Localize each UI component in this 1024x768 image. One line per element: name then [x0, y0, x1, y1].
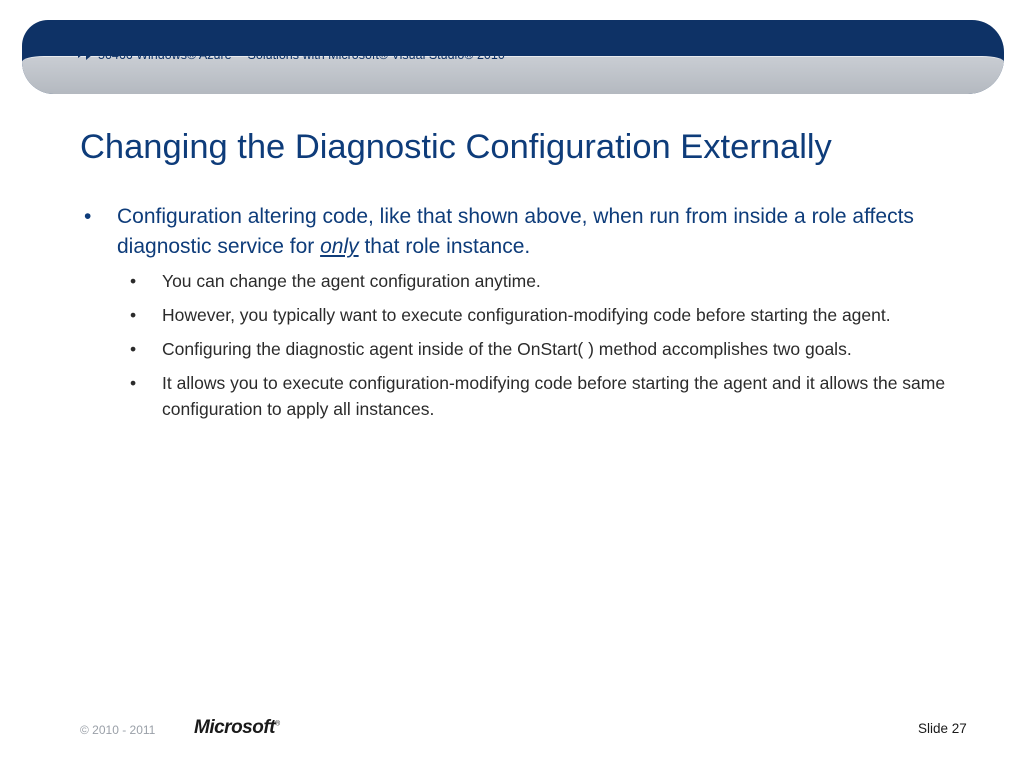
slide-body	[80, 202, 980, 430]
sub-bullet-text: You can change the agent configuration anytime.	[162, 271, 541, 291]
sub-bullet	[80, 336, 962, 362]
slide-title: Changing the Diagnostic Configuration Externally	[80, 128, 832, 166]
main-bullet-text-before: Configuration altering code, like that shown above, when run from inside a role affects diagnostic service for	[117, 205, 914, 258]
sub-bullet-text: However, you typically want to execute configuration-modifying code before starting the agent.	[162, 305, 891, 325]
bullet-dot: •	[84, 205, 92, 228]
bullet-dot: •	[130, 373, 137, 393]
sub-bullet	[80, 268, 962, 294]
copyright-notice: © 2010 - 2011	[80, 723, 156, 737]
sub-bullet-list	[80, 268, 980, 422]
main-bullet-text-after: that role instance.	[358, 235, 531, 258]
main-bullet-emphasis: only	[320, 235, 359, 258]
bullet-dot: •	[130, 305, 137, 325]
bullet-dot: •	[130, 339, 137, 359]
sub-bullet-text: Configuring the diagnostic agent inside of the OnStart( ) method accomplishes two goals.	[162, 339, 852, 359]
slide-number: Slide 27	[918, 721, 967, 736]
microsoft-logo: Microsoft®	[194, 717, 280, 738]
course-breadcrumb	[78, 47, 505, 63]
course-title: 50466 Windows® Azure™ Solutions with Microsoft® Visual Studio® 2010	[98, 48, 505, 62]
bullet-dot: •	[130, 271, 137, 291]
sub-bullet	[80, 370, 962, 422]
logo-text: Microsoft	[194, 717, 275, 738]
sub-bullet	[80, 302, 962, 328]
sub-bullet-text: It allows you to execute configuration-modifying code before starting the agent and it allows the same configuration to apply all instances.	[162, 373, 946, 419]
double-arrow-icon	[78, 50, 92, 60]
main-bullet	[80, 202, 980, 262]
